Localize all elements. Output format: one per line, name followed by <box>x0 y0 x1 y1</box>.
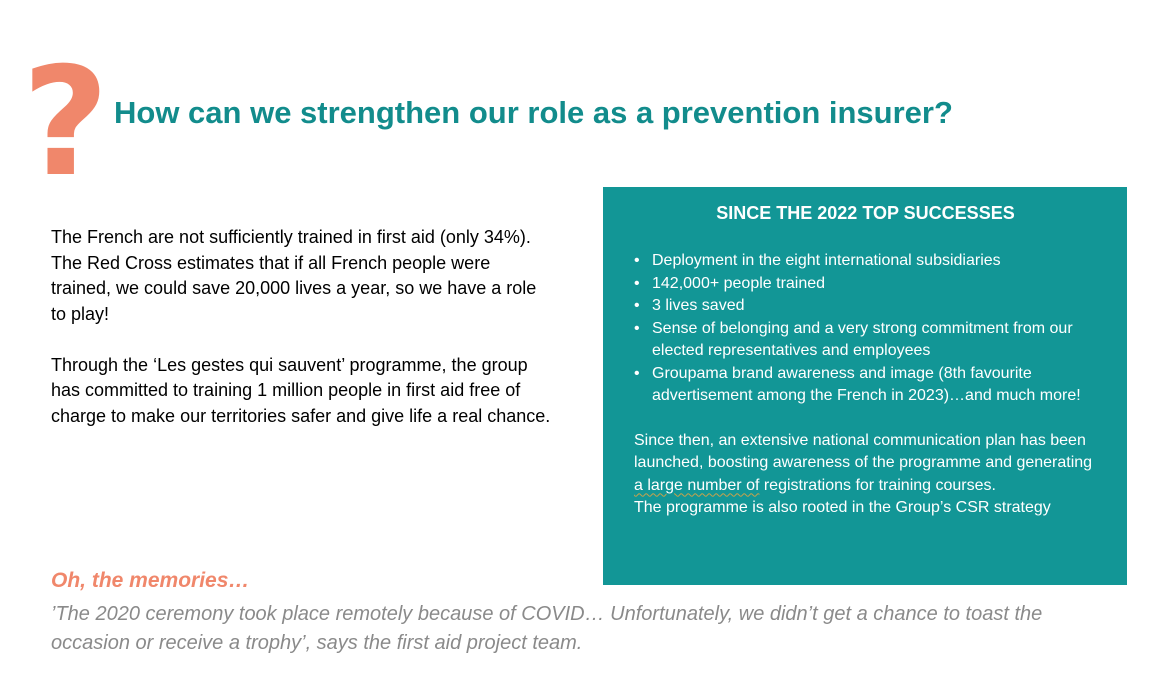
paragraph-text-end: registrations for training courses. <box>759 476 996 494</box>
intro-paragraph-1-line-2: The Red Cross estimates that if all French people were trained, we could save 20,000 lives a year, so we have a role to play! <box>51 252 537 324</box>
intro-paragraph-2: Through the ‘Les gestes qui sauvent’ programme, the group has committed to training 1 million people in first aid free of charge to make our territories safer and give life a real chance. <box>51 354 551 426</box>
memories-heading: Oh, the memories… <box>51 569 250 592</box>
paragraph-spacer <box>51 327 551 353</box>
paragraph-text-start: Since then, an extensive national communication plan has been launched, boosting awareness of the programme and generating <box>634 431 1093 471</box>
list-item <box>634 363 1097 408</box>
list-item-text: 142,000+ people trained <box>652 274 826 292</box>
list-item <box>634 250 1097 273</box>
intro-paragraph-1-line-1: The French are not sufficiently trained in first aid (only 34%). <box>51 227 531 247</box>
csr-paragraph: The programme is also rooted in the Group’s CSR strategy <box>634 499 1051 516</box>
question-mark-icon: ? <box>22 36 110 210</box>
bullet-icon: • <box>634 252 640 269</box>
memories-quote: ’The 2020 ceremony took place remotely because of COVID… Unfortunately, we didn’t get a chance to toast the occasion or receive a trophy’, says the first aid project team. <box>51 603 1043 654</box>
panel-title: SINCE THE 2022 TOP SUCCESSES <box>716 203 1015 223</box>
list-item-text: Sense of belonging and a very strong commitment from our elected representatives and employees <box>652 319 1073 359</box>
bullet-icon: • <box>634 274 640 292</box>
list-item <box>634 295 1097 318</box>
communication-plan-paragraph <box>634 430 1097 498</box>
list-item-text: 3 lives saved <box>652 297 745 314</box>
list-item <box>634 318 1097 363</box>
list-item-text: Groupama brand awareness and image (8th favourite advertisement among the French in 2023)…and much more! <box>652 364 1081 404</box>
spellcheck-underlined-text: a large number of <box>634 476 760 494</box>
list-item-text: Deployment in the eight international subsidiaries <box>652 252 1001 269</box>
successes-list <box>634 250 1097 408</box>
bullet-icon: • <box>634 364 640 382</box>
bullet-icon: • <box>634 319 640 337</box>
successes-panel <box>603 187 1127 585</box>
intro-text <box>51 225 551 429</box>
page-title: How can we strengthen our role as a prevention insurer? <box>114 95 953 130</box>
list-item <box>634 273 1097 296</box>
bullet-icon: • <box>634 297 640 314</box>
